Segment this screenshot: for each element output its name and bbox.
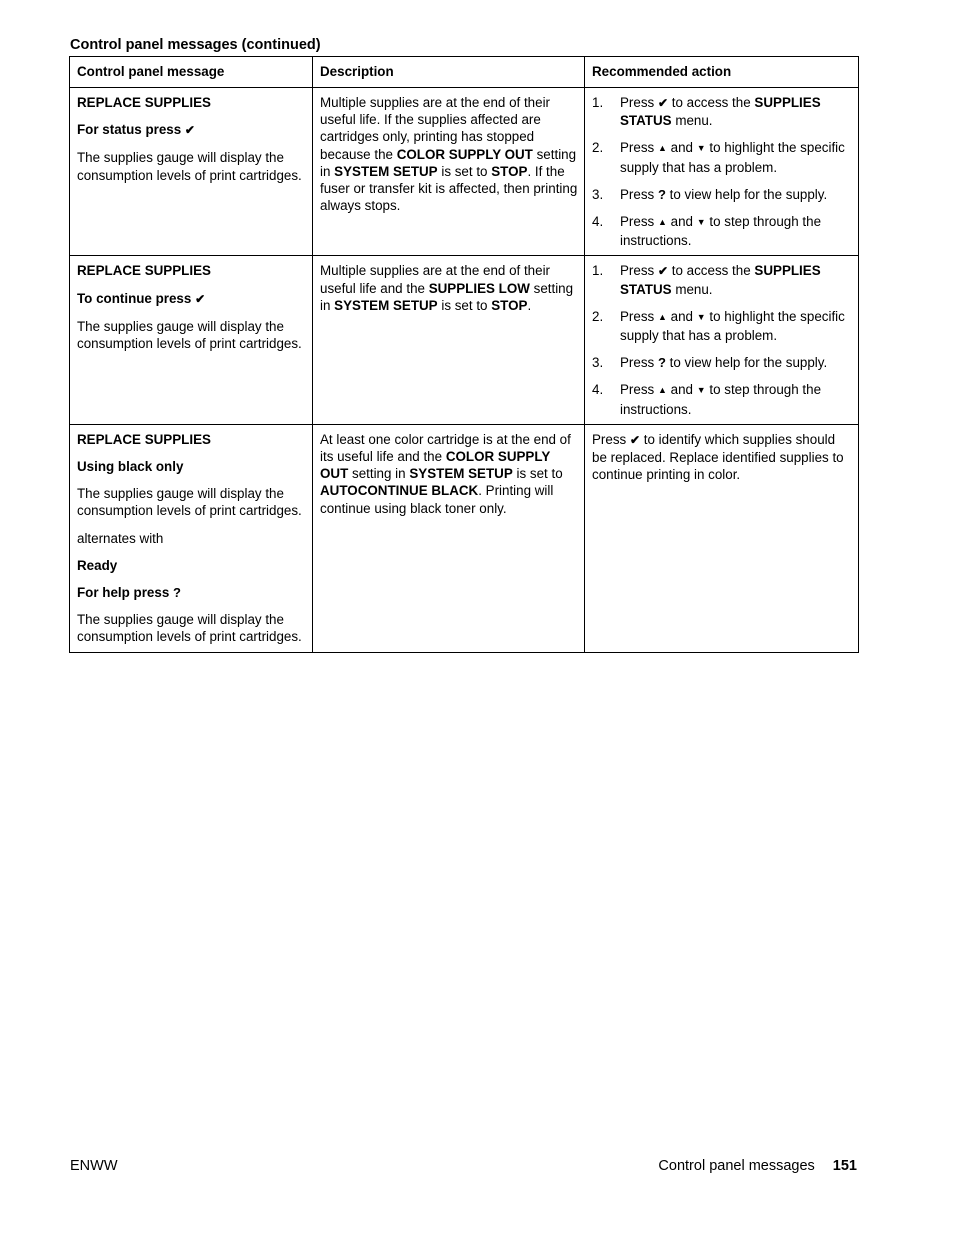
- down-arrow-icon: ▼: [696, 311, 706, 322]
- up-arrow-icon: ▲: [657, 217, 667, 228]
- up-arrow-icon: ▲: [657, 311, 667, 322]
- message-title: REPLACE SUPPLIES: [77, 95, 211, 110]
- check-icon: ✔: [195, 291, 206, 306]
- message-alternates: alternates with: [77, 530, 164, 546]
- check-icon: ✔: [657, 264, 669, 279]
- list-item: 2. Press ▲ and ▼ to highlight the specific supply that has a problem.: [592, 140, 845, 175]
- up-arrow-icon: ▲: [657, 143, 667, 154]
- help-icon: ?: [657, 355, 666, 371]
- action-cell: [585, 88, 859, 256]
- table-header-row: [70, 57, 859, 88]
- message-body: The supplies gauge will display the consumption levels of print cartridges.: [77, 612, 302, 645]
- message-subtitle: To continue press ✔: [77, 290, 306, 308]
- down-arrow-icon: ▼: [696, 143, 706, 154]
- check-icon: ✔: [184, 123, 195, 138]
- check-icon: ✔: [629, 432, 641, 447]
- action-steps: [592, 94, 852, 249]
- section-title: Control panel messages (continued): [70, 37, 321, 53]
- list-item: 1. Press ✔ to access the SUPPLIES STATUS menu.: [592, 95, 821, 129]
- list-item: 1. Press ✔ to access the SUPPLIES STATUS menu.: [592, 263, 821, 297]
- check-icon: ✔: [657, 96, 669, 110]
- table-row: [70, 256, 859, 424]
- up-arrow-icon: ▲: [657, 385, 667, 396]
- list-item: 4. Press ▲ and ▼ to step through the instructions.: [592, 382, 822, 417]
- message-subtitle: For status press ✔: [77, 121, 306, 139]
- control-panel-messages-table: [69, 56, 859, 653]
- footer-right: [658, 1158, 857, 1174]
- header-control-panel-message: Control panel message: [70, 57, 313, 88]
- list-item: 3. Press ? to view help for the supply.: [592, 355, 828, 371]
- help-icon: ?: [657, 186, 666, 202]
- message-body: The supplies gauge will display the consumption levels of print cartridges.: [77, 318, 302, 352]
- action-cell: [585, 424, 859, 652]
- list-item: 3. Press ? to view help for the supply.: [592, 186, 828, 202]
- footer-section: Control panel messages: [658, 1158, 815, 1174]
- table-row: [70, 424, 859, 652]
- header-recommended-action: Recommended action: [585, 57, 859, 88]
- message-title: REPLACE SUPPLIES: [77, 431, 211, 447]
- header-description: Description: [313, 57, 585, 88]
- message-help: For help press ?: [77, 585, 181, 601]
- list-item: 4. Press ▲ and ▼ to step through the instructions.: [592, 214, 822, 249]
- message-cell: [70, 256, 313, 424]
- message-body: The supplies gauge will display the consumption levels of print cartridges.: [77, 486, 302, 519]
- message-cell: [70, 88, 313, 256]
- message-ready: Ready: [77, 557, 118, 573]
- down-arrow-icon: ▼: [696, 385, 706, 396]
- description-text: At least one color cartridge is at the end of its useful life and the COLOR SUPPLY OUT setting in SYSTEM SETUP is set to AUTOCONTINUE BLACK. Printing will continue using black toner only.: [320, 431, 571, 516]
- page-number: 151: [832, 1158, 857, 1174]
- action-steps: [592, 262, 852, 417]
- action-cell: [585, 256, 859, 424]
- description-text: Multiple supplies are at the end of their useful life. If the supplies affected are cartridges only, printing has stopped because the COLOR SUPPLY OUT setting in SYSTEM SETUP is set to STOP. If the fuser or transfer kit is affected, then printing always stops.: [320, 95, 578, 214]
- message-body: The supplies gauge will display the consumption levels of print cartridges.: [77, 150, 302, 183]
- table-row: [70, 88, 859, 256]
- footer-left: ENWW: [70, 1158, 118, 1174]
- down-arrow-icon: ▼: [696, 217, 706, 228]
- message-title: REPLACE SUPPLIES: [77, 263, 211, 279]
- description-cell: [313, 256, 585, 424]
- message-subtitle: Using black only: [77, 459, 184, 475]
- list-item: 2. Press ▲ and ▼ to highlight the specific supply that has a problem.: [592, 308, 845, 344]
- action-text: Press ✔ to identify which supplies should be replaced. Replace identified supplies to continue printing in color.: [592, 431, 844, 483]
- description-cell: [313, 424, 585, 652]
- message-cell: [70, 424, 313, 652]
- description-cell: [313, 88, 585, 256]
- description-text: Multiple supplies are at the end of their useful life and the SUPPLIES LOW setting in SYSTEM SETUP is set to STOP.: [320, 263, 574, 313]
- help-icon: ?: [173, 585, 181, 601]
